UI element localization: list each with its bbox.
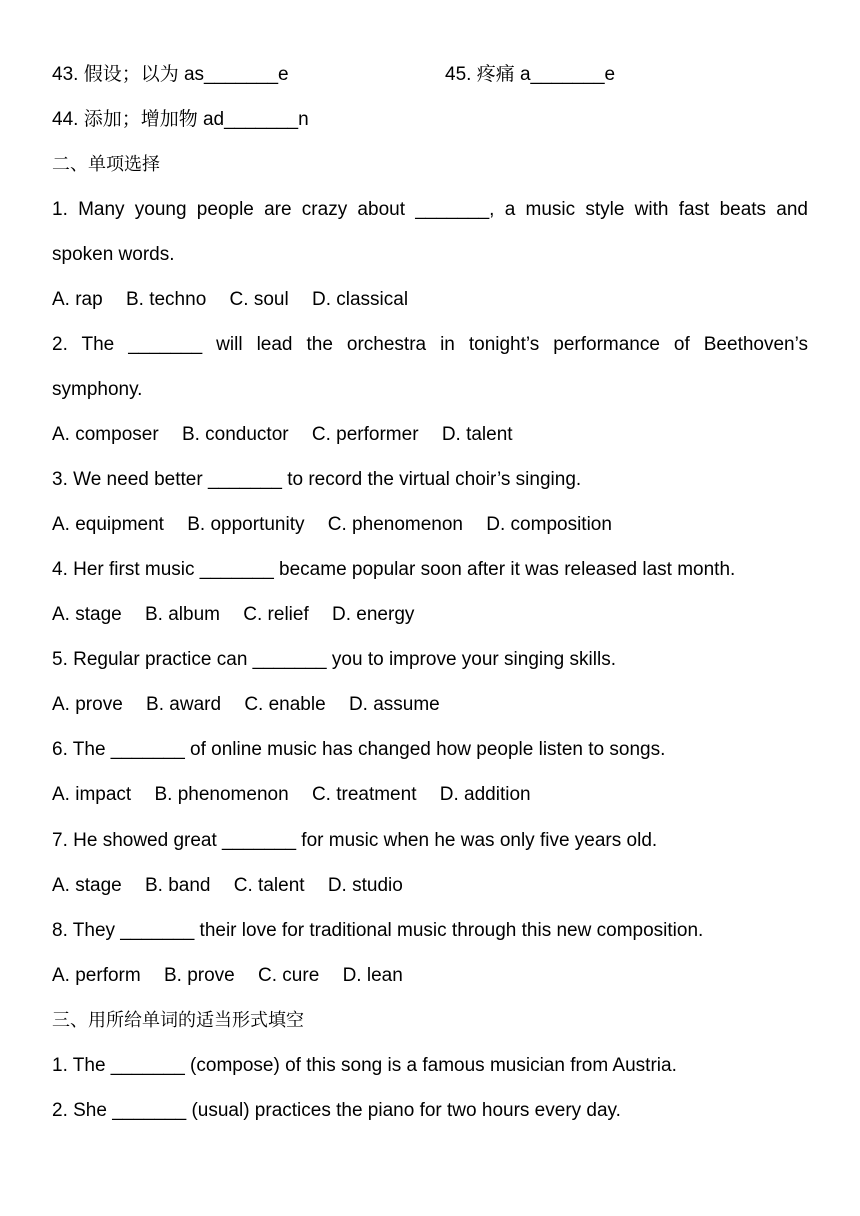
word-form-question: 1. The _______ (compose) of this song is a famous musician from Austria.	[52, 1055, 677, 1076]
option-c: C. soul	[229, 289, 289, 310]
option-c: C. treatment	[311, 784, 417, 805]
vocab-item-44: 44. 添加；增加物 ad_______n	[52, 109, 309, 130]
option-c: C. enable	[244, 694, 326, 715]
option-b: B. techno	[125, 289, 207, 310]
option-c: C. talent	[233, 875, 305, 896]
section-heading-multiple-choice: 二、单项选择	[52, 154, 160, 175]
question-text-continued: symphony.	[52, 379, 143, 400]
option-d: D. classical	[311, 289, 409, 310]
word-form-question: 2. She _______ (usual) practices the piano for two hours every day.	[52, 1100, 621, 1121]
option-d: D. addition	[439, 784, 531, 805]
option-c: C. phenomenon	[327, 514, 463, 535]
answer-options	[52, 421, 808, 449]
option-a: A. composer	[52, 424, 159, 445]
option-a: A. impact	[52, 784, 132, 805]
vocab-item-45: 45. 疼痛 a_______e	[445, 64, 616, 85]
option-a: A. stage	[52, 875, 122, 896]
option-a: A. rap	[52, 289, 103, 310]
question-text: 5. Regular practice can _______ you to improve your singing skills.	[52, 649, 616, 670]
answer-options	[52, 872, 808, 900]
vocab-item-43: 43. 假设；以为 as_______e	[52, 64, 289, 85]
option-c: C. relief	[243, 604, 309, 625]
question-text: 7. He showed great _______ for music when he was only five years old.	[52, 830, 658, 851]
option-d: D. studio	[327, 875, 403, 896]
option-d: D. lean	[342, 965, 403, 986]
vocab-row-2	[52, 106, 808, 134]
answer-options	[52, 781, 808, 809]
section-heading-word-forms: 三、用所给单词的适当形式填空	[52, 1010, 304, 1031]
answer-options	[52, 601, 808, 629]
option-d: D. energy	[332, 604, 415, 625]
option-d: D. assume	[348, 694, 440, 715]
question-text: 1. Many young people are crazy about _______, a music style with fast beats and	[52, 199, 808, 220]
option-b: B. phenomenon	[154, 784, 289, 805]
answer-options	[52, 286, 808, 314]
option-a: A. prove	[52, 694, 123, 715]
question-text-continued: spoken words.	[52, 244, 175, 265]
question-text: 8. They _______ their love for traditional music through this new composition.	[52, 920, 704, 941]
question-text: 2. The _______ will lead the orchestra in tonight’s performance of Beethoven’s	[52, 334, 808, 355]
option-c: C. cure	[258, 965, 320, 986]
vocab-row-1	[52, 61, 808, 89]
option-b: B. conductor	[181, 424, 289, 445]
option-a: A. equipment	[52, 514, 164, 535]
option-b: B. prove	[163, 965, 235, 986]
question-text: 6. The _______ of online music has changed how people listen to songs.	[52, 739, 666, 760]
answer-options	[52, 511, 808, 539]
question-text: 4. Her first music _______ became popular soon after it was released last month.	[52, 559, 736, 580]
option-d: D. composition	[486, 514, 612, 535]
option-b: B. opportunity	[187, 514, 305, 535]
option-d: D. talent	[441, 424, 513, 445]
answer-options	[52, 962, 808, 990]
option-b: B. album	[145, 604, 220, 625]
option-b: B. band	[145, 875, 211, 896]
option-a: A. stage	[52, 604, 122, 625]
option-a: A. perform	[52, 965, 141, 986]
question-text: 3. We need better _______ to record the virtual choir’s singing.	[52, 469, 582, 490]
option-b: B. award	[146, 694, 222, 715]
answer-options	[52, 691, 808, 719]
option-c: C. performer	[311, 424, 419, 445]
